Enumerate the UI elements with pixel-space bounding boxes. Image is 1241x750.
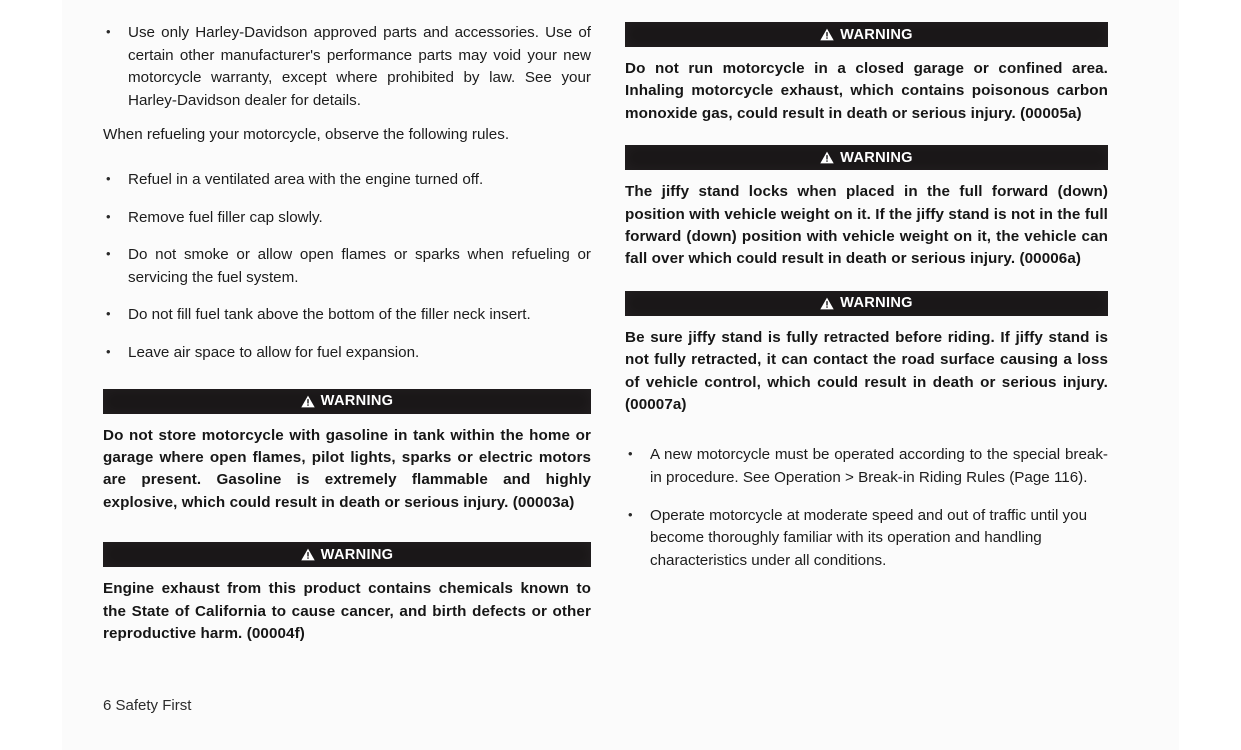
warning-label: WARNING [840,295,913,312]
list-item-text: • Operate motorcycle at moderate speed and out of traffic until you become thoroughly familiar with its operation and handling characteristics under all conditions. [650,506,1088,569]
spacer [625,125,1108,145]
page-footer: 6 Safety First [103,697,192,714]
warning-body-text: Engine exhaust from this product contains chemicals known to the State of California to cause cancer, and birth defects or other reproductive harm. (00004f) [103,580,591,642]
list-item-text: • Remove fuel filler cap slowly. [128,208,323,226]
warning-body-text: Be sure jiffy stand is fully retracted before riding. If jiffy stand is not fully retracted, it can contact the road surface causing a loss of vehicle control, which could result in death or serious injury. (00007a) [625,328,1108,414]
list-item [103,169,591,192]
warning-triangle-icon [301,548,315,561]
break-in-bullet-list [625,444,1108,572]
spacer [103,514,591,542]
list-item [625,444,1108,489]
list-item-text: • Refuel in a ventilated area with the engine turned off. [128,170,484,188]
left-column [103,22,591,645]
list-item [103,244,591,289]
spacer [625,416,1108,444]
right-column [625,22,1108,572]
warning-label: WARNING [840,149,913,166]
spacer [103,365,591,389]
warning-block-00007a [625,291,1108,417]
spacer [103,112,591,124]
parts-accessories-bullet-list [103,22,591,112]
spacer [103,161,591,169]
warning-triangle-icon [820,151,834,164]
warning-triangle-icon [820,28,834,41]
warning-body-text: The jiffy stand locks when placed in the full forward (down) position with vehicle weight on it. If the jiffy stand is not in the full forward (down) position with vehicle weight on it, the vehicle can fall over which could result in death or serious injury. (00006a) [625,183,1108,268]
warning-block-00004f [103,542,591,645]
refueling-rules-bullet-list [103,169,591,365]
spacer [625,271,1108,291]
warning-label: WARNING [320,393,394,410]
warning-block-00005a [625,22,1108,125]
warning-block-00003a [103,389,591,515]
list-item-text: • Do not fill fuel tank above the bottom of the filler neck insert. [128,306,531,324]
warning-block-00006a [625,145,1108,271]
warning-body-text: Do not store motorcycle with gasoline in tank within the home or garage where open flames, pilot lights, sparks or electric motors are present. Gasoline is extremely flammable and highly explosive, which could result in death or serious injury. (00003a) [103,426,591,511]
list-item-text: • A new motorcycle must be operated according to the special break-in procedure. See Operation > Break-in Riding Rules (Page 116). [650,446,1108,487]
warning-triangle-icon [820,297,834,310]
warning-triangle-icon [301,395,315,408]
list-item [103,22,591,112]
list-item-text: • Use only Harley-Davidson approved parts and accessories. Use of certain other manufacturer's performance parts may void your new motorcycle warranty, except where prohibited by law. See your Harley-Davidson dealer for details. [128,24,591,109]
warning-header-bar [103,389,591,414]
list-item-text: • Leave air space to allow for fuel expansion. [128,343,420,361]
warning-header-bar [625,145,1108,170]
warning-header-bar [625,291,1108,316]
document-page [62,0,1179,750]
warning-header-bar [625,22,1108,47]
list-item [103,304,591,327]
list-item [625,505,1108,573]
list-item [103,342,591,365]
refueling-intro-paragraph: When refueling your motorcycle, observe the following rules. [103,126,510,144]
list-item-text: • Do not smoke or allow open flames or sparks when refueling or servicing the fuel system. [128,246,591,286]
warning-label: WARNING [840,26,913,43]
warning-header-bar [103,542,591,567]
warning-label: WARNING [320,546,394,563]
two-column-layout [62,0,1179,750]
warning-body-text: Do not run motorcycle in a closed garage or confined area. Inhaling motorcycle exhaust, which contains poisonous carbon monoxide gas, could result in death or serious injury. (00005a) [625,60,1108,122]
list-item [103,207,591,230]
